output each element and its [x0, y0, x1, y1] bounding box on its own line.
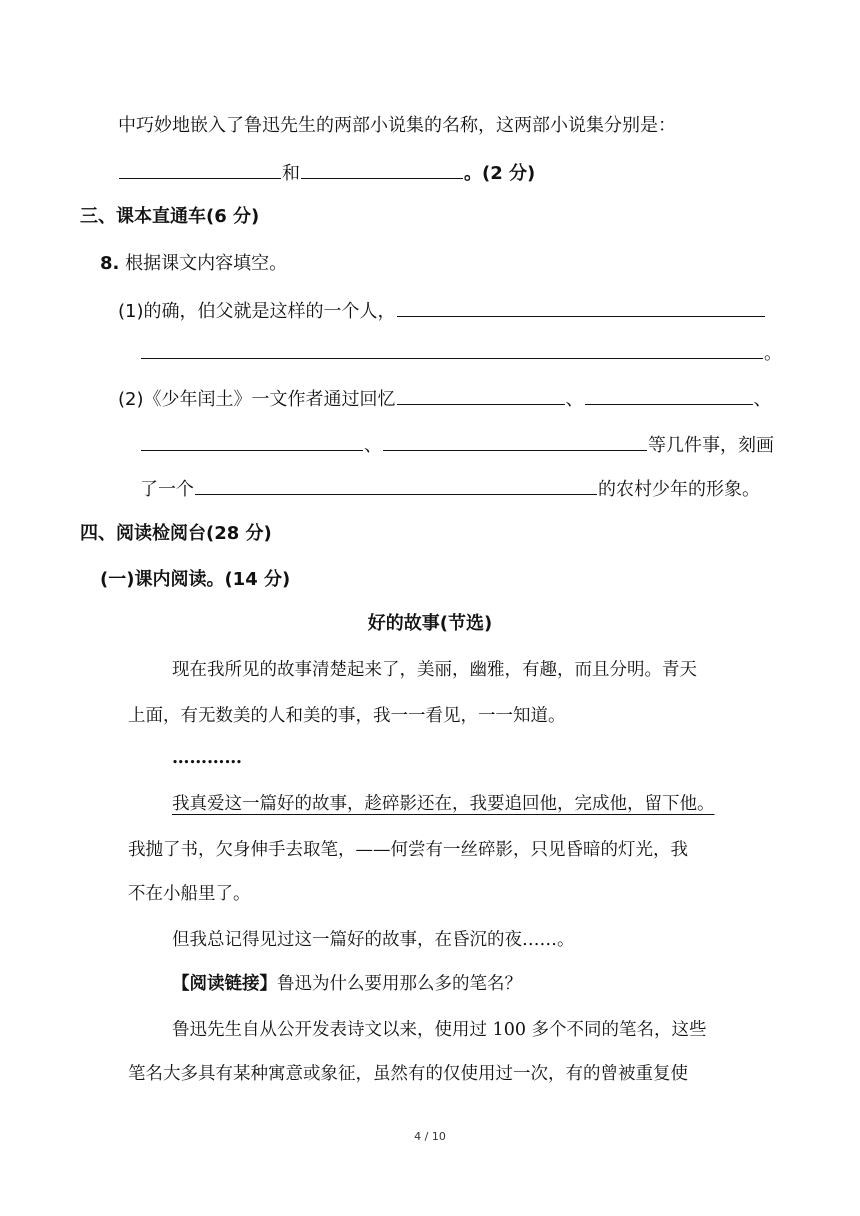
reading-link-label: 【阅读链接】 — [172, 974, 277, 994]
section-heading: 四、阅读检阅台(28 分) — [80, 523, 272, 544]
q8-part2-line — [118, 386, 772, 412]
passage-line: 但我总记得见过这一篇好的故事，在昏沉的夜……。 — [172, 930, 575, 950]
answer-blank[interactable] — [397, 298, 765, 317]
answer-blank[interactable] — [383, 432, 647, 451]
passage-line: 上面，有无数美的人和美的事，我一一看见，一一知道。 — [128, 706, 566, 726]
separator: 、 — [753, 389, 772, 410]
passage-line: 现在我所见的故事清楚起来了，美丽，幽雅，有趣，而且分明。青天 — [172, 660, 697, 680]
q8-part2-tail: 等几件事，刻画 — [648, 435, 774, 456]
reading-link-text: 笔名大多具有某种寓意或象征，虽然有的仅使用过一次，有的曾被重复使 — [128, 1064, 688, 1084]
q7-connector: 和 — [282, 163, 300, 184]
passage-title: 好的故事(节选) — [367, 613, 493, 634]
section-heading: 三、课本直通车(6 分) — [80, 206, 260, 227]
q7-points: 。(2 分) — [464, 163, 536, 184]
reading-link-text: 鲁迅先生自从公开发表诗文以来，使用过 100 多个不同的笔名，这些 — [172, 1020, 707, 1040]
page-number: 4 / 10 — [414, 1130, 446, 1143]
passage-line: 我抛了书，欠身伸手去取笔，——何尝有一丝碎影，只见昏暗的灯光，我 — [128, 840, 688, 860]
q8-prompt: 根据课文内容填空。 — [125, 253, 288, 274]
separator: 、 — [364, 435, 382, 456]
sub-heading: (一)课内阅读。(14 分) — [100, 569, 291, 590]
separator: 、 — [565, 389, 584, 410]
q7-text-line — [118, 114, 676, 138]
q8-part1-line2 — [140, 340, 782, 366]
q8-part1-end: 。 — [764, 343, 782, 364]
answer-blank[interactable] — [119, 160, 281, 179]
answer-blank[interactable] — [301, 160, 463, 179]
passage-underlined-line: 我真爱这一篇好的故事，趁碎影还在，我要追回他，完成他，留下他。 — [172, 794, 715, 814]
answer-blank[interactable] — [397, 386, 565, 405]
answer-blank[interactable] — [195, 476, 597, 495]
reading-link-question: 鲁迅为什么要用那么多的笔名？ — [277, 974, 522, 994]
q8-part2-line3 — [140, 476, 760, 502]
q7-answer-line — [118, 160, 535, 186]
passage-line: 不在小船里了。 — [128, 884, 251, 904]
q8-part1-label: (1)的确，伯父就是这样的一个人， — [118, 301, 396, 322]
q8-part2-label: (2)《少年闰土》一文作者通过回忆 — [118, 389, 396, 410]
q8-part2-line3-start: 了一个 — [140, 479, 194, 500]
q8-part2-line3-end: 的农村少年的形象。 — [598, 479, 760, 500]
reading-link-line — [172, 972, 522, 996]
q8-prompt-line — [100, 252, 287, 276]
answer-blank[interactable] — [141, 340, 763, 359]
answer-blank[interactable] — [141, 432, 363, 451]
question-number: 8. — [100, 253, 120, 274]
q8-part1-line — [118, 298, 766, 324]
answer-blank[interactable] — [585, 386, 753, 405]
q7-text: 中巧妙地嵌入了鲁迅先生的两部小说集的名称，这两部小说集分别是： — [118, 115, 676, 136]
passage-ellipsis: ………… — [172, 748, 242, 768]
q8-part2-line2 — [140, 432, 774, 458]
